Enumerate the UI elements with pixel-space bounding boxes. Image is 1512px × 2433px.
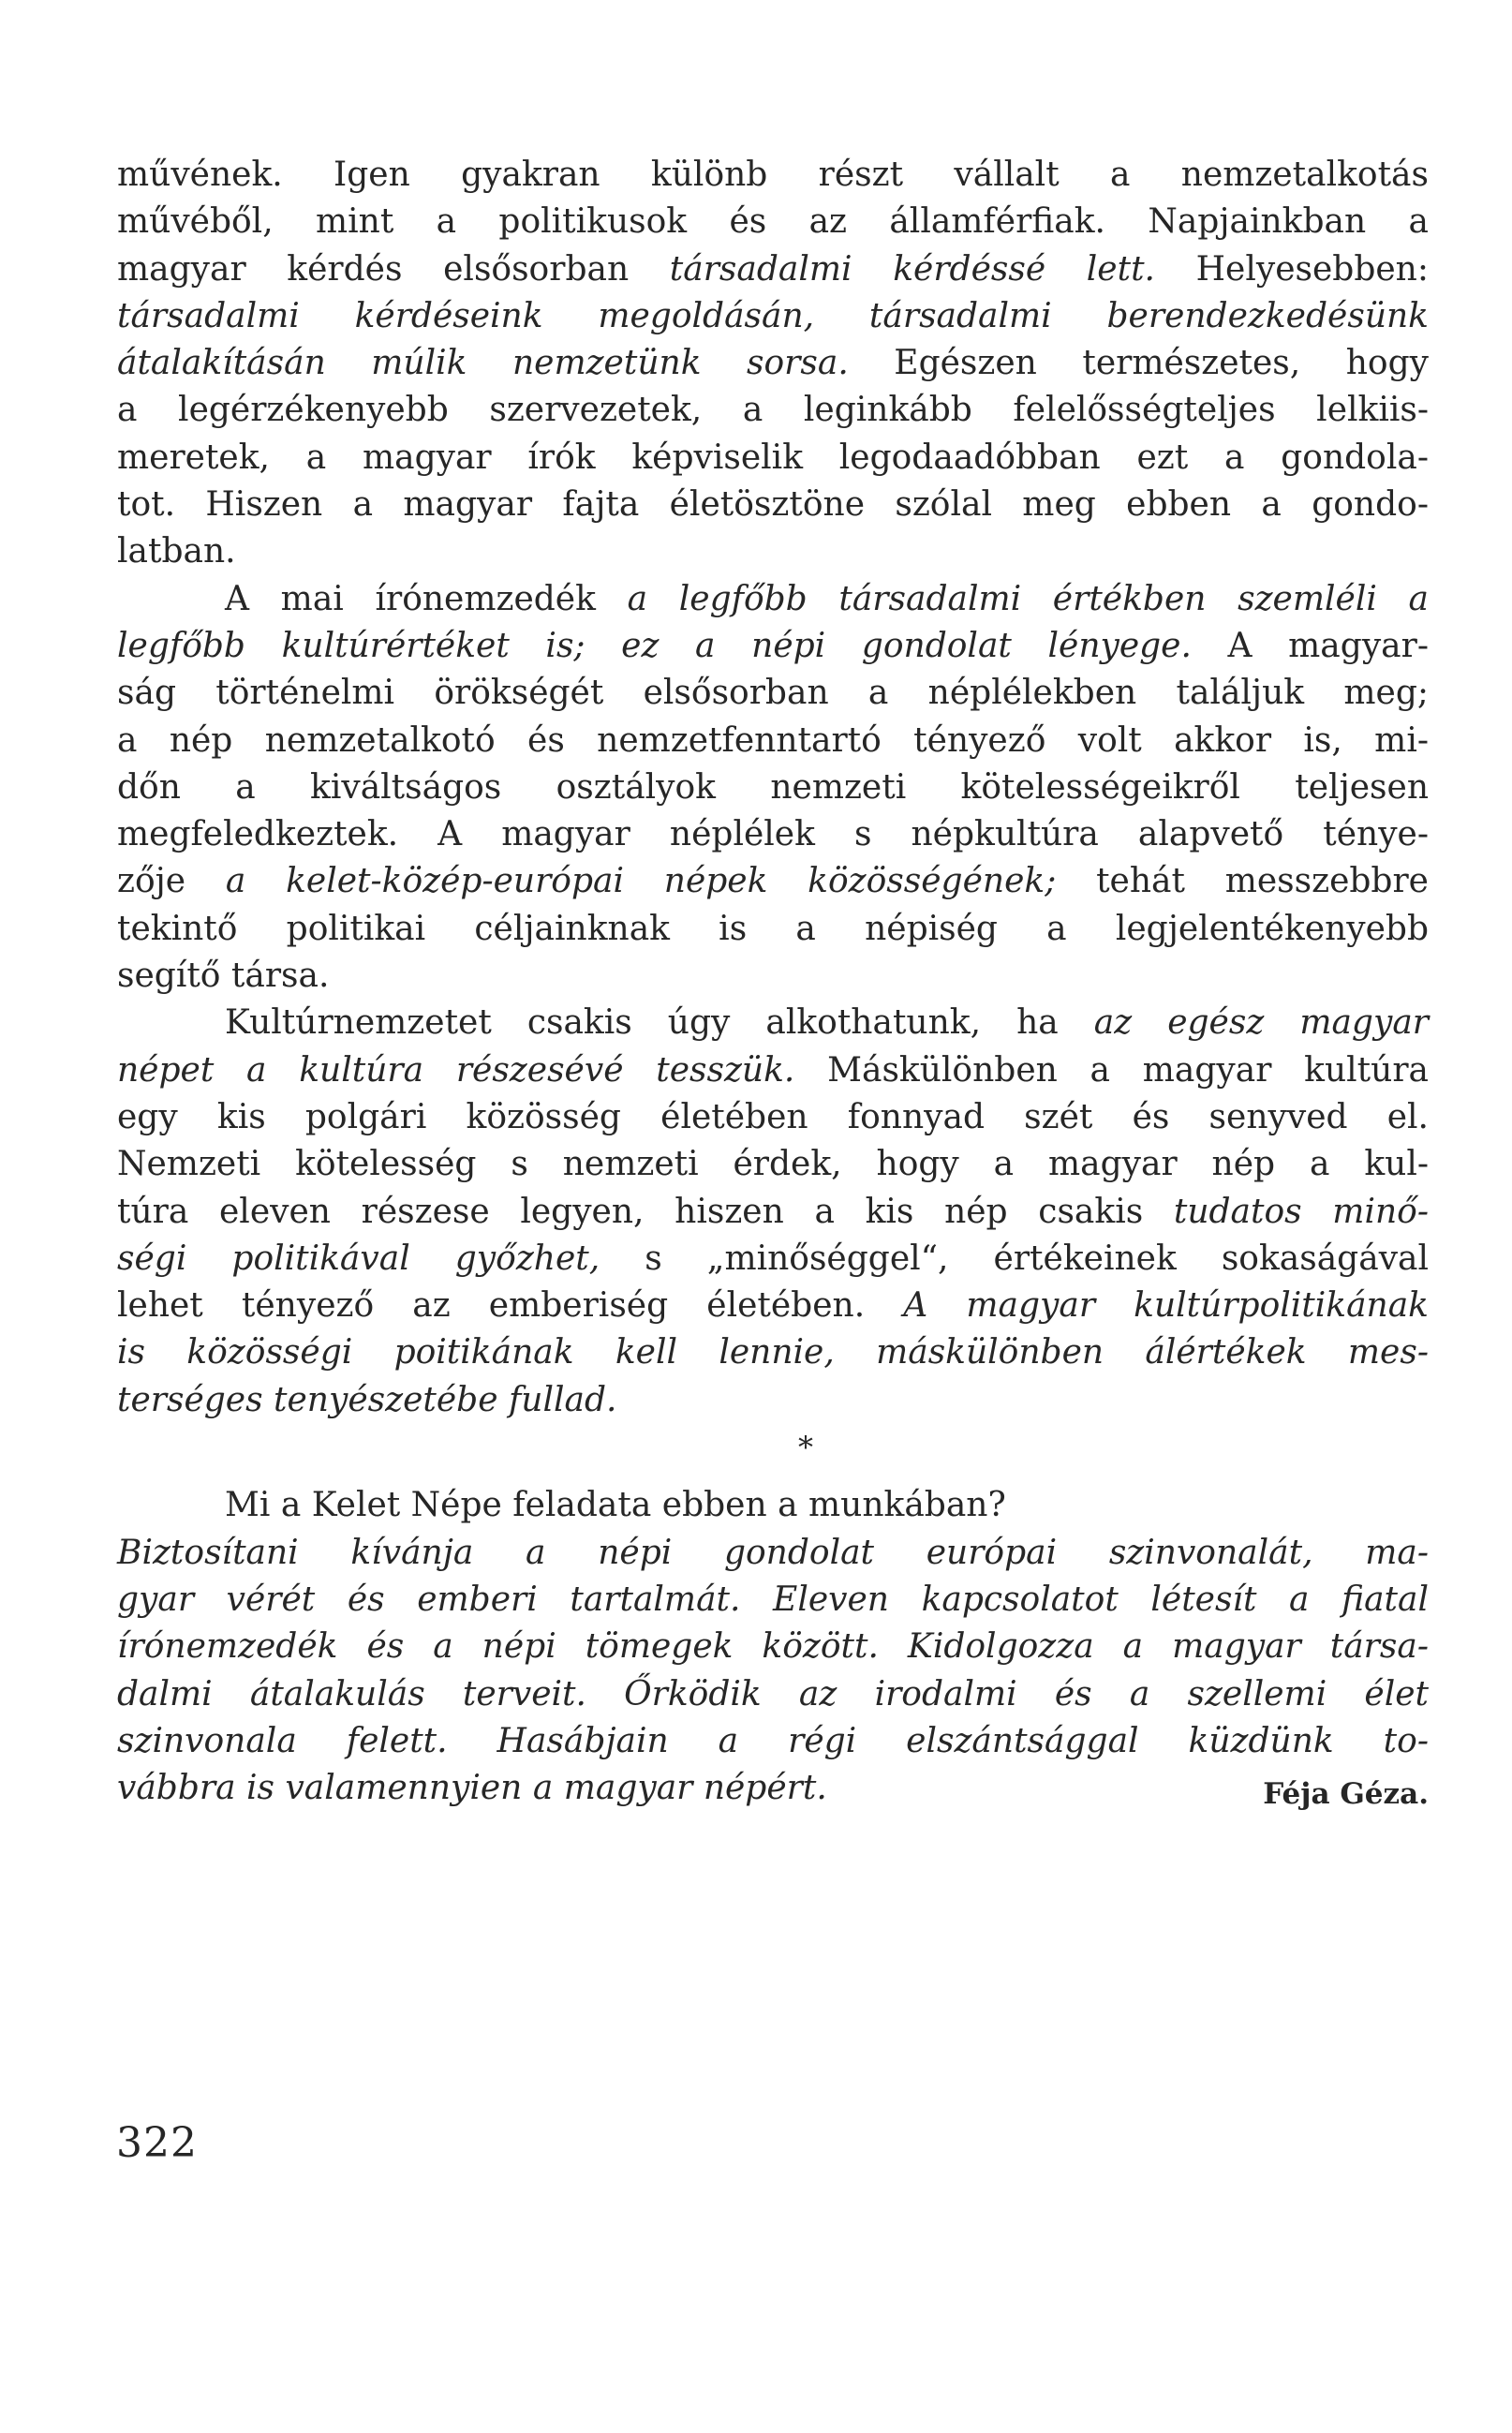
final-line-text: vábbra is valamennyien a magyar népért. [117,1769,827,1808]
paragraph-2-line-3: ság történelmi örökségét elsősorban a néplélekben találjuk meg; [117,674,1429,713]
paragraph-2-line-8: tekintő politikai céljainknak is a népiség a legjelentékenyebb [117,909,1429,948]
paragraph-1-line-8: tot. Hiszen a magyar fajta életösztöne szólal meg ebben a gondo- [117,485,1429,525]
paragraph-3-line-3: egy kis polgári közösség életében fonnyad szét és senyved el. [117,1097,1429,1136]
paragraph-2-line-4: a nép nemzetalkotó és nemzetfenntartó tényező volt akkor is, mi- [117,720,1429,760]
paragraph-2-line-7: zője a kelet-közép-európai népek közösségének; tehát messzebbre [117,862,1429,901]
closing-question: Mi a Kelet Népe feladata ebben a munkában? [225,1486,1006,1525]
paragraph-1-line-7: meretek, a magyar írók képviselik legodaadóbban ezt a gondola- [117,438,1429,477]
paragraph-1 [117,152,1429,576]
paragraph-2-line-1: A mai írónemzedék a legfőbb társadalmi értékben szemléli a [225,579,1429,618]
closing-line-1: Biztosítani kívánja a népi gondolat európai szinvonalát, ma- [117,1533,1429,1572]
paragraph-3-line-2: népet a kultúra részesévé tesszük. Máskülönben a magyar kultúra [117,1050,1429,1090]
paragraph-3-line-5: túra eleven részese legyen, hiszen a kis nép csakis tudatos minő- [117,1192,1429,1231]
article-body [117,152,1429,1812]
closing-line-4: dalmi átalakulás terveit. Őrködik az irodalmi és a szellemi élet [117,1674,1429,1713]
closing-line-2: gyar vérét és emberi tartalmát. Eleven kapcsolatot létesít a fiatal [117,1580,1429,1619]
paragraph-2-line-5: dőn a kiváltságos osztályok nemzeti kötelességeikről teljesen [117,767,1429,807]
paragraph-2-line-2: legfőbb kultúrértéket is; ez a népi gondolat lényege. A magyar- [117,626,1429,665]
paragraph-3-line-1: Kultúrnemzetet csakis úgy alkothatunk, ha az egész magyar [225,1003,1429,1043]
paragraph-1-line-3: magyar kérdés elsősorban társadalmi kérdéssé lett. Helyesebben: [117,249,1430,289]
closing-line-3: írónemzedék és a népi tömegek között. Kidolgozza a magyar társa- [117,1627,1429,1667]
paragraph-3-line-8: is közösségi poitikának kell lennie, máskülönben álértékek mes- [117,1333,1429,1372]
paragraph-1-line-2: művéből, mint a politikusok és az államférfiak. Napjainkban a [117,202,1429,242]
closing-line-5: szinvonala felett. Hasábjain a régi elszántsággal küzdünk to- [117,1721,1429,1760]
paragraph-1-line-4: társadalmi kérdéseink megoldásán, társadalmi berendezkedésünk [117,296,1429,335]
paragraph-2-line-6: megfeledkeztek. A magyar néplélek s népkultúra alapvető ténye- [117,815,1429,854]
paragraph-1-line-9: latban. [117,532,236,571]
paragraph-3-line-9: terséges tenyészetébe fullad. [117,1380,617,1419]
closing-paragraph [117,1530,1429,1765]
paragraph-1-line-6: a legérzékenyebb szervezetek, a leginkább felelősségteljes lelkiis- [117,391,1429,430]
page-number: 322 [116,2119,198,2167]
author-signature: Féja Géza. [1263,1777,1429,1812]
closing-final-line [117,1765,1429,1812]
paragraph-3 [117,1000,1429,1424]
paragraph-2 [117,576,1429,1001]
paragraph-1-line-5: átalakításán múlik nemzetünk sorsa. Egészen természetes, hogy [117,344,1429,383]
paragraph-3-line-4: Nemzeti kötelesség s nemzeti érdek, hogy a magyar nép a kul- [117,1145,1429,1184]
paragraph-2-line-9: segítő társa. [117,957,330,996]
paragraph-3-line-6: ségi politikával győzhet, s „minőséggel“, értékeinek sokaságával [117,1239,1430,1278]
paragraph-3-line-7: lehet tényező az emberiség életében. A magyar kultúrpolitikának [117,1286,1429,1326]
section-separator: * [798,1430,813,1466]
paragraph-1-line-1: művének. Igen gyakran különb részt vállalt a nemzetalkotás [117,156,1429,194]
